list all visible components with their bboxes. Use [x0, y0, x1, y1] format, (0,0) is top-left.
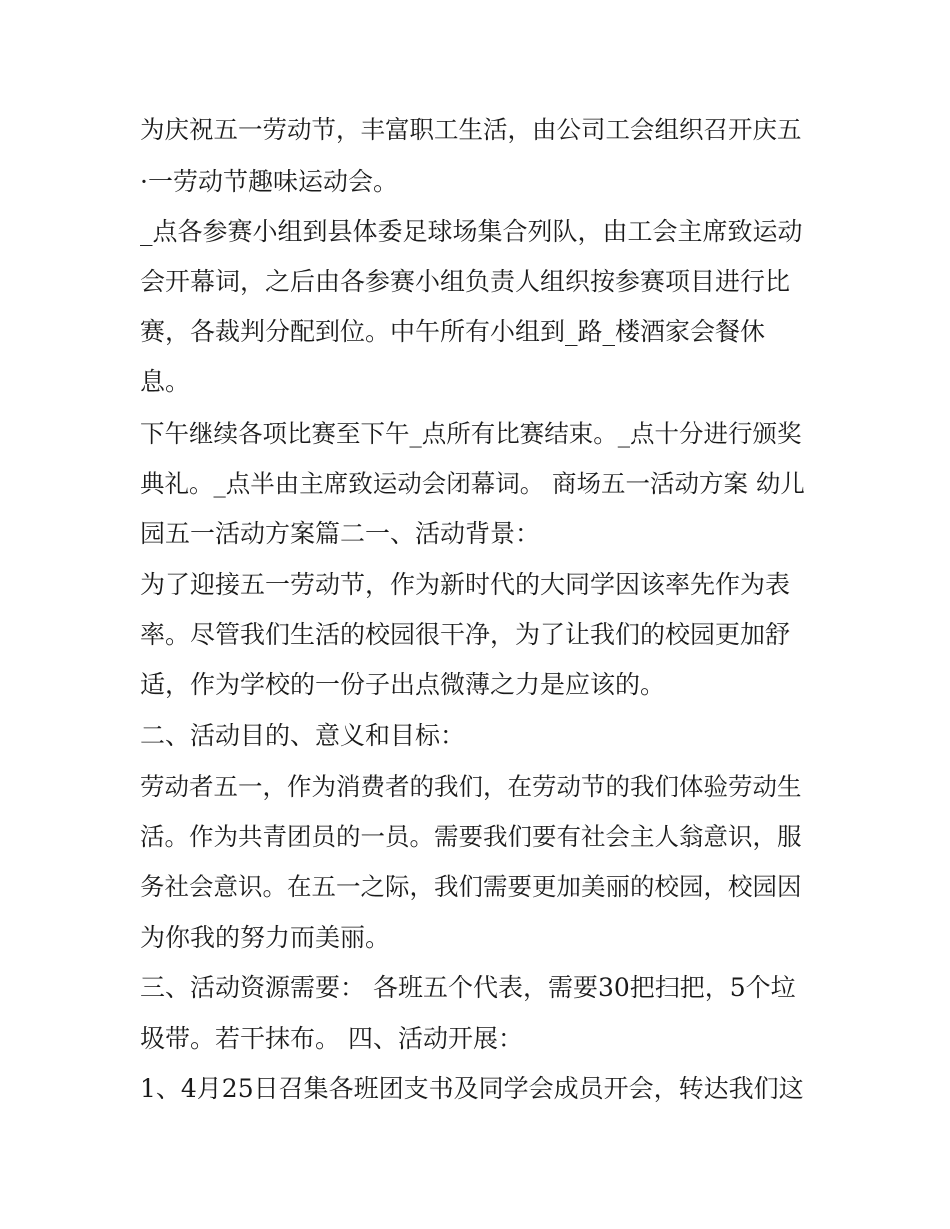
text-line-7: 下午继续各项比赛至下午_点所有比赛结束。_点十分进行颁奖 [140, 419, 802, 448]
text-line-1: 为庆祝五一劳动节，丰富职工生活，由公司工会组织召开庆五 [140, 115, 802, 144]
text-line-3: _点各参赛小组到县体委足球场集合列队，由工会主席致运动 [140, 217, 803, 246]
text-line-9: 园五一活动方案篇二一、活动背景： [140, 519, 541, 548]
text-line-8: 典礼。_点半由主席致运动会闭幕词。 商场五一活动方案 幼儿 [140, 469, 805, 498]
text-line-6: 息。 [140, 367, 191, 396]
text-line-16: 务社会意识。在五一之际，我们需要更加美丽的校园，校园因 [140, 872, 802, 901]
text-line-5: 赛，各裁判分配到位。中午所有小组到_路_楼酒家会餐休 [140, 317, 766, 346]
text-line-13: 二、活动目的、意义和目标： [140, 721, 466, 750]
text-line-12: 适，作为学校的一份子出点微薄之力是应该的。 [140, 670, 666, 699]
text-line-18: 三、活动资源需要： 各班五个代表，需要30把扫把，5个垃 [140, 973, 796, 1002]
text-line-2: ·一劳动节趣味运动会。 [140, 167, 398, 196]
text-line-19: 圾带。若干抹布。 四、活动开展： [140, 1024, 523, 1053]
text-line-17: 为你我的努力而美丽。 [140, 923, 391, 952]
text-line-10: 为了迎接五一劳动节，作为新时代的大同学因该率先作为表 [140, 570, 791, 599]
text-line-14: 劳动者五一，作为消费者的我们，在劳动节的我们体验劳动生 [140, 772, 802, 801]
text-line-11: 率。尽管我们生活的校园很干净，为了让我们的校园更加舒 [140, 620, 791, 649]
text-line-20: 1、4月25日召集各班团支书及同学会成员开会，转达我们这 [140, 1074, 804, 1103]
text-line-15: 活。作为共青团员的一员。需要我们要有社会主人翁意识，服 [140, 822, 802, 851]
text-line-4: 会开幕词，之后由各参赛小组负责人组织按参赛项目进行比 [140, 267, 791, 296]
